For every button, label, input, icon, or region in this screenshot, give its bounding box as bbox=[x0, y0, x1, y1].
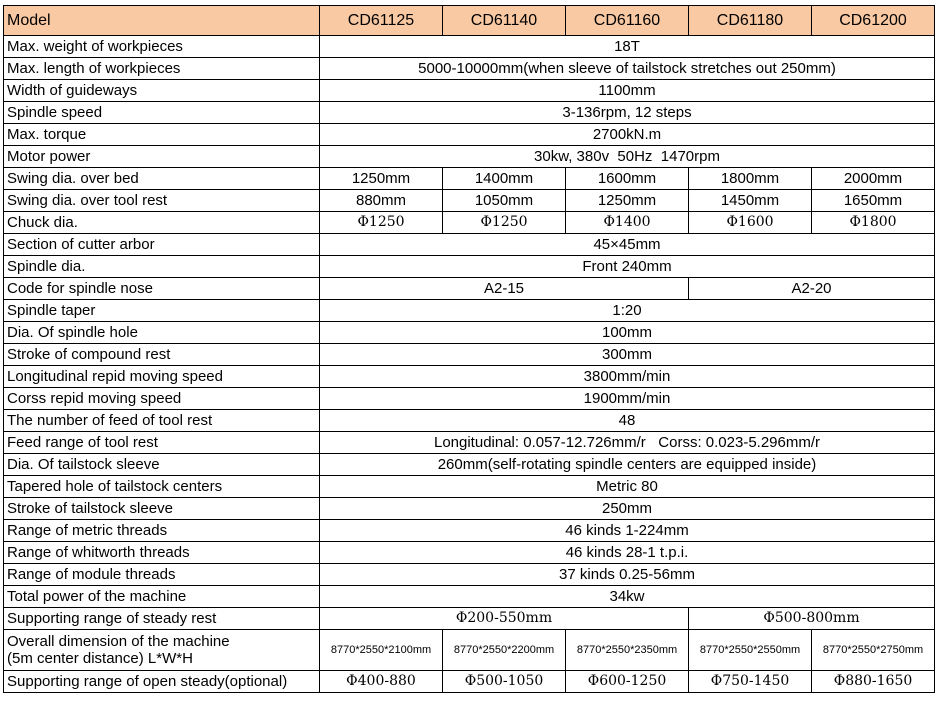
table-row bbox=[4, 124, 935, 146]
row-cell: 8770*2550*2550mm bbox=[689, 630, 812, 671]
row-label: Max. weight of workpieces bbox=[4, 36, 320, 58]
row-value: 1900mm/min bbox=[320, 388, 935, 410]
row-cell: 1600mm bbox=[566, 168, 689, 190]
table-row bbox=[4, 454, 935, 476]
row-label: Stroke of tailstock sleeve bbox=[4, 498, 320, 520]
header-model-label: Model bbox=[4, 6, 320, 36]
row-cell: 2000mm bbox=[812, 168, 935, 190]
row-cell: Φ600-1250 bbox=[566, 671, 689, 693]
row-label: Range of metric threads bbox=[4, 520, 320, 542]
row-cell: 1050mm bbox=[443, 190, 566, 212]
row-cell: Φ1250 bbox=[320, 212, 443, 234]
header-row bbox=[4, 6, 935, 36]
row-label: Supporting range of open steady(optional) bbox=[4, 671, 320, 693]
table-row bbox=[4, 234, 935, 256]
row-label: Stroke of compound rest bbox=[4, 344, 320, 366]
row-label: Swing dia. over tool rest bbox=[4, 190, 320, 212]
row-label: Spindle taper bbox=[4, 300, 320, 322]
row-value: 46 kinds 1-224mm bbox=[320, 520, 935, 542]
table-row bbox=[4, 520, 935, 542]
row-label-line2: (5m center distance) L*W*H bbox=[7, 650, 193, 667]
table-row bbox=[4, 586, 935, 608]
row-value: 34kw bbox=[320, 586, 935, 608]
row-label: Range of whitworth threads bbox=[4, 542, 320, 564]
row-cell: 1650mm bbox=[812, 190, 935, 212]
row-value: 3800mm/min bbox=[320, 366, 935, 388]
header-model-cd61180: CD61180 bbox=[689, 6, 812, 36]
row-cell: Φ1600 bbox=[689, 212, 812, 234]
row-cell: 1800mm bbox=[689, 168, 812, 190]
row-cell: Φ750-1450 bbox=[689, 671, 812, 693]
row-label: Width of guideways bbox=[4, 80, 320, 102]
row-label: Code for spindle nose bbox=[4, 278, 320, 300]
row-label: Longitudinal repid moving speed bbox=[4, 366, 320, 388]
table-row bbox=[4, 212, 935, 234]
row-cell: Φ500-800mm bbox=[689, 608, 935, 630]
row-label: Max. length of workpieces bbox=[4, 58, 320, 80]
row-value: 46 kinds 28-1 t.p.i. bbox=[320, 542, 935, 564]
table-row bbox=[4, 146, 935, 168]
row-label-line1: Overall dimension of the machine bbox=[7, 633, 230, 650]
row-value: 250mm bbox=[320, 498, 935, 520]
row-cell: 8770*2550*2350mm bbox=[566, 630, 689, 671]
row-value: 260mm(self-rotating spindle centers are equipped inside) bbox=[320, 454, 935, 476]
row-value: Front 240mm bbox=[320, 256, 935, 278]
row-value: 5000-10000mm(when sleeve of tailstock stretches out 250mm) bbox=[320, 58, 935, 80]
row-value: 1:20 bbox=[320, 300, 935, 322]
row-label: Motor power bbox=[4, 146, 320, 168]
row-value: 100mm bbox=[320, 322, 935, 344]
table-row bbox=[4, 432, 935, 454]
header-model-cd61160: CD61160 bbox=[566, 6, 689, 36]
row-value: 37 kinds 0.25-56mm bbox=[320, 564, 935, 586]
row-label: Section of cutter arbor bbox=[4, 234, 320, 256]
row-label: Dia. Of spindle hole bbox=[4, 322, 320, 344]
row-label: Spindle dia. bbox=[4, 256, 320, 278]
row-cell: Φ500-1050 bbox=[443, 671, 566, 693]
table-row bbox=[4, 256, 935, 278]
row-cell: Φ1400 bbox=[566, 212, 689, 234]
table-row bbox=[4, 300, 935, 322]
row-label: Supporting range of steady rest bbox=[4, 608, 320, 630]
row-cell: A2-20 bbox=[689, 278, 935, 300]
row-cell: 1450mm bbox=[689, 190, 812, 212]
row-label: Max. torque bbox=[4, 124, 320, 146]
table-row bbox=[4, 190, 935, 212]
table-row bbox=[4, 322, 935, 344]
row-label: Total power of the machine bbox=[4, 586, 320, 608]
table-row bbox=[4, 410, 935, 432]
table-row bbox=[4, 344, 935, 366]
row-label: Feed range of tool rest bbox=[4, 432, 320, 454]
row-cell: 8770*2550*2750mm bbox=[812, 630, 935, 671]
row-cell: 1400mm bbox=[443, 168, 566, 190]
row-label: Spindle speed bbox=[4, 102, 320, 124]
row-value: 48 bbox=[320, 410, 935, 432]
row-cell: Φ1250 bbox=[443, 212, 566, 234]
table-row bbox=[4, 564, 935, 586]
row-cell: A2-15 bbox=[320, 278, 689, 300]
row-cell: 1250mm bbox=[566, 190, 689, 212]
table-row bbox=[4, 80, 935, 102]
table-row bbox=[4, 476, 935, 498]
row-label: Chuck dia. bbox=[4, 212, 320, 234]
table-row bbox=[4, 366, 935, 388]
table-row bbox=[4, 58, 935, 80]
table-row bbox=[4, 608, 935, 630]
row-cell: Φ200-550mm bbox=[320, 608, 689, 630]
row-label: Dia. Of tailstock sleeve bbox=[4, 454, 320, 476]
table-row bbox=[4, 102, 935, 124]
table-row bbox=[4, 388, 935, 410]
row-value: 3-136rpm, 12 steps bbox=[320, 102, 935, 124]
row-cell: Φ880-1650 bbox=[812, 671, 935, 693]
row-value: Longitudinal: 0.057-12.726mm/r Corss: 0.023-5.296mm/r bbox=[320, 432, 935, 454]
row-value: 2700kN.m bbox=[320, 124, 935, 146]
row-cell: Φ400-880 bbox=[320, 671, 443, 693]
row-cell: 8770*2550*2200mm bbox=[443, 630, 566, 671]
row-value: 45×45mm bbox=[320, 234, 935, 256]
row-value: 300mm bbox=[320, 344, 935, 366]
row-label: The number of feed of tool rest bbox=[4, 410, 320, 432]
header-model-cd61140: CD61140 bbox=[443, 6, 566, 36]
table-row bbox=[4, 278, 935, 300]
table-row bbox=[4, 542, 935, 564]
table-row bbox=[4, 498, 935, 520]
row-value: 30kw, 380v 50Hz 1470rpm bbox=[320, 146, 935, 168]
spec-table bbox=[3, 5, 935, 693]
header-model-cd61125: CD61125 bbox=[320, 6, 443, 36]
row-label bbox=[4, 630, 320, 671]
row-label: Swing dia. over bed bbox=[4, 168, 320, 190]
table-row bbox=[4, 168, 935, 190]
row-cell: 8770*2550*2100mm bbox=[320, 630, 443, 671]
row-cell: 880mm bbox=[320, 190, 443, 212]
row-value: 18T bbox=[320, 36, 935, 58]
row-label: Range of module threads bbox=[4, 564, 320, 586]
header-model-cd61200: CD61200 bbox=[812, 6, 935, 36]
table-row bbox=[4, 36, 935, 58]
row-value: Metric 80 bbox=[320, 476, 935, 498]
row-value: 1100mm bbox=[320, 80, 935, 102]
row-cell: 1250mm bbox=[320, 168, 443, 190]
row-cell: Φ1800 bbox=[812, 212, 935, 234]
row-label: Corss repid moving speed bbox=[4, 388, 320, 410]
table-row bbox=[4, 671, 935, 693]
table-row bbox=[4, 630, 935, 671]
row-label: Tapered hole of tailstock centers bbox=[4, 476, 320, 498]
